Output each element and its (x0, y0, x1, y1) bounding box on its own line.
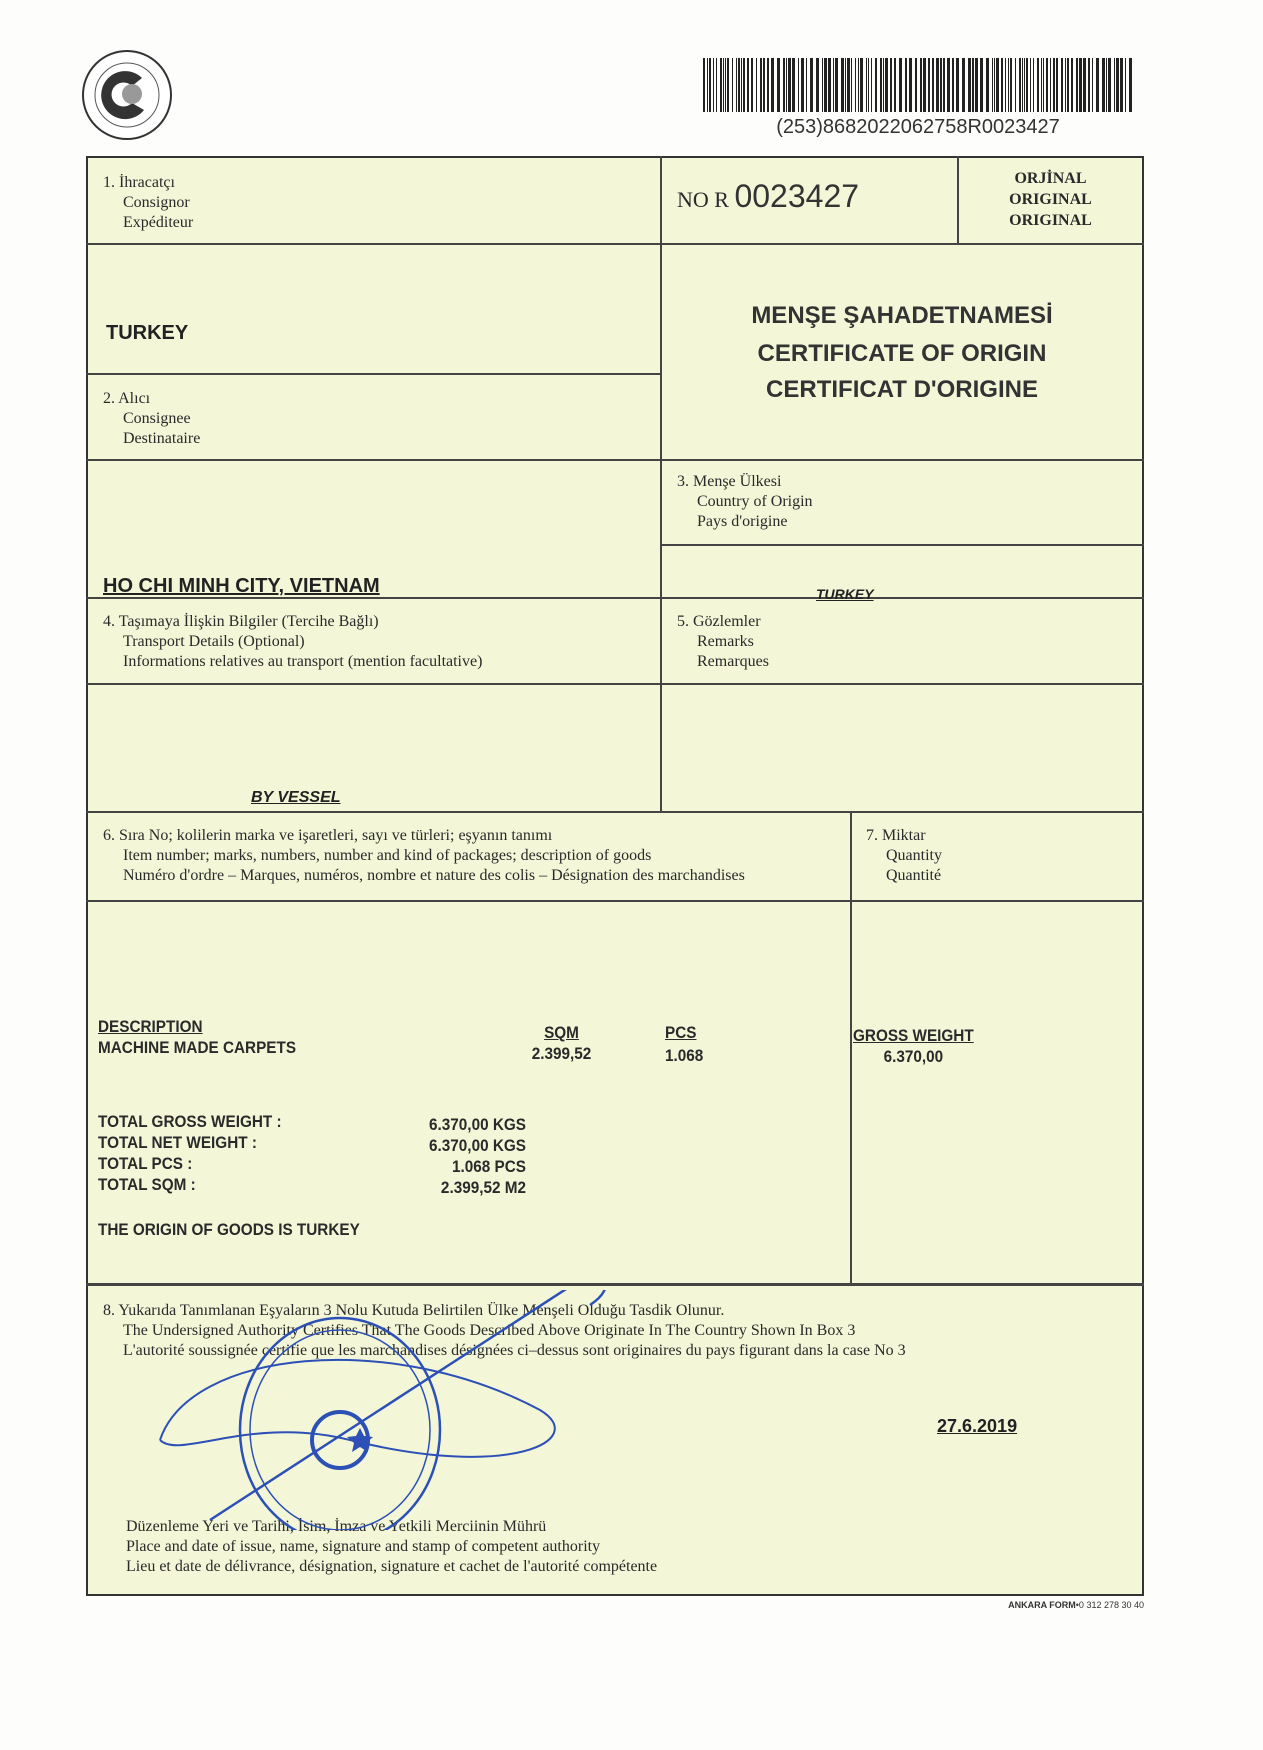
barcode-bar (798, 58, 799, 112)
country-of-origin-label (677, 472, 813, 532)
barcode-bar (845, 58, 846, 112)
divider (86, 243, 1144, 245)
barcode-bar (975, 58, 978, 112)
barcode-bar (716, 58, 717, 112)
barcode-bar (788, 58, 791, 112)
barcode-bar (952, 58, 954, 112)
barcode-bar (962, 58, 965, 112)
barcode-bar (992, 58, 993, 112)
barcode-bar (783, 58, 785, 112)
total-value: 2.399,52 M2 (440, 1178, 526, 1197)
sqm-value: 2.399,52 (531, 1044, 592, 1063)
label-en: Consignee (123, 410, 191, 427)
barcode-bar (885, 58, 888, 112)
barcode-bar (940, 58, 942, 112)
barcode-bar (1015, 58, 1016, 112)
barcode-bar (743, 58, 745, 112)
serial-value: 0023427 (734, 178, 860, 214)
barcode-bar (855, 58, 856, 112)
barcode-bar (936, 58, 939, 112)
barcode-bar (883, 58, 884, 112)
label-en: Place and date of issue, name, signature and stamp of competent authority (126, 1538, 601, 1555)
barcode-bar (756, 58, 757, 112)
goods-label (103, 826, 745, 886)
barcode-bar (1108, 58, 1111, 112)
label-fr: Quantité (886, 867, 942, 884)
consignor-label (103, 173, 193, 233)
barcode-bar (703, 58, 705, 112)
total-label: TOTAL NET WEIGHT : (98, 1133, 257, 1152)
barcode-bar (1106, 58, 1107, 112)
copy-en: ORIGINAL (1009, 191, 1092, 208)
consignee-label (103, 389, 200, 449)
barcode-bar (816, 58, 819, 112)
barcode-bar (996, 58, 999, 112)
label-en: Country of Origin (697, 493, 813, 510)
consignee-value: HO CHI MINH CITY, VIETNAM (103, 575, 380, 597)
label-fr: Informations relatives au transport (mention facultative) (123, 653, 483, 670)
barcode-bar (947, 58, 950, 112)
barcode-bar (968, 58, 971, 112)
goods-description (98, 1016, 296, 1058)
label-fr: Expéditeur (123, 214, 194, 231)
issue-date: 27.6.2019 (937, 1416, 1018, 1436)
description-value: MACHINE MADE CARPETS (98, 1038, 297, 1057)
barcode-bar (1114, 58, 1115, 112)
label-tr: 6. Sıra No; kolilerin marka ve işaretleri, sayı ve türleri; eşyanın tanımı (103, 827, 553, 844)
barcode-bar (1067, 58, 1069, 112)
label-fr: Remarques (697, 653, 769, 670)
barcode-bar (994, 58, 995, 112)
origin-note: THE ORIGIN OF GOODS IS TURKEY (98, 1220, 360, 1239)
barcode-bar (747, 58, 749, 112)
barcode-bar (1061, 58, 1063, 112)
barcode-bar (792, 58, 795, 112)
total-label: TOTAL SQM : (98, 1175, 196, 1194)
barcode-bar (986, 58, 989, 112)
barcode-bar (1129, 58, 1132, 112)
label-fr: Lieu et date de délivrance, désignation, signature et cachet de l'autorité compétente (126, 1558, 658, 1575)
copy-fr: ORIGINAL (1009, 212, 1092, 229)
barcode-bar (771, 58, 774, 112)
barcode-bar (956, 58, 959, 112)
pcs-header: PCS (665, 1023, 697, 1042)
barcode-bar (806, 58, 807, 112)
title-fr: CERTIFICAT D'ORIGINE (766, 376, 1038, 403)
label-tr: 2. Alıcı (103, 390, 151, 407)
total-value: 6.370,00 KGS (429, 1115, 526, 1134)
barcode-bar (1096, 58, 1099, 112)
barcode-bar (1079, 58, 1082, 112)
barcode-bar (928, 58, 930, 112)
serial-number (677, 178, 859, 215)
barcode-bar (851, 58, 852, 112)
barcode-bar (890, 58, 892, 112)
barcode-number: (253)8682022062758R0023427 (776, 116, 1060, 138)
barcode-bar (894, 58, 896, 112)
barcode-bar (833, 58, 834, 112)
copy-type (957, 168, 1144, 231)
printer-phone: •0 312 278 30 40 (1075, 1600, 1144, 1610)
divider (86, 900, 1144, 902)
barcode-bar (858, 58, 859, 112)
label-en: Remarks (697, 633, 754, 650)
totals-values (400, 1114, 526, 1198)
label-en: Transport Details (Optional) (123, 633, 305, 650)
divider (660, 544, 1144, 546)
barcode-bar (1022, 58, 1023, 112)
barcode-bar (905, 58, 907, 112)
barcode-bar (1050, 58, 1051, 112)
barcode-bar (723, 58, 724, 112)
barcode-bar (1092, 58, 1093, 112)
divider (660, 156, 662, 811)
barcode-bar (720, 58, 722, 112)
divider (86, 459, 1144, 461)
barcode-bar (763, 58, 765, 112)
barcode-bar (943, 58, 945, 112)
tobb-logo (80, 48, 174, 142)
totals-labels (98, 1111, 282, 1195)
barcode-bar (1041, 58, 1042, 112)
serial-prefix: NO R (677, 187, 729, 212)
label-fr: L'autorité soussignée certifie que les marchandises désignées ci–dessus sont originaires du pays figurant dans la case No 3 (123, 1342, 906, 1359)
barcode-bar (725, 58, 726, 112)
goods-sqm (530, 1022, 593, 1064)
barcode-bar (841, 58, 844, 112)
barcode-bar (1001, 58, 1003, 112)
barcode-bar (915, 58, 917, 112)
barcode-bar (1083, 58, 1086, 112)
barcode-bar (786, 58, 787, 112)
divider (86, 811, 1144, 813)
barcode-bar (923, 58, 926, 112)
barcode-bar (980, 58, 983, 112)
divider (86, 373, 660, 375)
label-fr: Numéro d'ordre – Marques, numéros, nombre et nature des colis – Désignation des marchandises (123, 867, 745, 884)
label-tr: 1. İhracatçı (103, 174, 175, 191)
barcode-bar (709, 58, 711, 112)
barcode-bar (738, 58, 740, 112)
gross-weight-header: GROSS WEIGHT (853, 1026, 974, 1045)
barcode-bar (1120, 58, 1123, 112)
label-tr: Düzenleme Yeri ve Tarihi, İsim, İmza ve Yetkili Merciinin Mührü (126, 1518, 547, 1535)
barcode-bar (736, 58, 737, 112)
transport-value: BY VESSEL (251, 789, 341, 806)
barcode-bar (899, 58, 902, 112)
divider (86, 1283, 1144, 1286)
barcode-bar (1030, 58, 1031, 112)
barcode-bar (1056, 58, 1058, 112)
barcode-bar (751, 58, 753, 112)
barcode-bar (732, 58, 733, 112)
title-tr: MENŞE ŞAHADETNAMESİ (751, 302, 1053, 329)
divider (86, 683, 1144, 685)
total-label: TOTAL GROSS WEIGHT : (98, 1112, 282, 1131)
barcode-bar (920, 58, 922, 112)
barcode-bar (868, 58, 869, 112)
label-fr: Pays d'origine (697, 513, 788, 530)
label-tr: 3. Menşe Ülkesi (677, 473, 782, 490)
barcode (703, 58, 1133, 112)
quantity-label (866, 826, 942, 886)
label-en: Item number; marks, numbers, number and kind of packages; description of goods (123, 847, 652, 864)
transport-label (103, 612, 482, 672)
barcode-bar (707, 58, 708, 112)
label-tr: 7. Miktar (866, 827, 926, 844)
title-en: CERTIFICATE OF ORIGIN (757, 340, 1047, 367)
label-en: The Undersigned Authority Certifies That The Goods Described Above Originate In The Country Shown In Box 3 (123, 1322, 856, 1339)
barcode-bar (1008, 58, 1009, 112)
barcode-bar (1088, 58, 1090, 112)
barcode-bar (1037, 58, 1039, 112)
barcode-bar (1010, 58, 1012, 112)
barcode-bar (801, 58, 804, 112)
total-value: 6.370,00 KGS (429, 1136, 526, 1155)
barcode-bar (972, 58, 974, 112)
barcode-bar (767, 58, 769, 112)
barcode-bar (1026, 58, 1028, 112)
barcode-bar (1053, 58, 1055, 112)
consignor-value: TURKEY (106, 322, 189, 344)
barcode-bar (871, 58, 872, 112)
barcode-bar (860, 58, 863, 112)
barcode-bar (909, 58, 912, 112)
label-tr: 4. Taşımaya İlişkin Bilgiler (Tercihe Bağlı) (103, 613, 379, 630)
barcode-bar (1076, 58, 1078, 112)
barcode-bar (1005, 58, 1006, 112)
gross-weight-value: 6.370,00 (883, 1047, 944, 1066)
label-tr: 5. Gözlemler (677, 613, 761, 630)
printer-name: ANKARA FORM (1008, 1600, 1076, 1610)
country-of-origin-value: TURKEY (816, 586, 874, 602)
label-en: Quantity (886, 847, 942, 864)
copy-tr: ORJİNAL (1014, 170, 1087, 187)
divider (850, 811, 852, 1283)
barcode-bar (822, 58, 823, 112)
goods-pcs (665, 1022, 703, 1066)
description-header: DESCRIPTION (98, 1017, 203, 1036)
barcode-bar (777, 58, 780, 112)
printer-credit (1008, 1600, 1144, 1610)
barcode-bar (741, 58, 742, 112)
barcode-bar (713, 58, 714, 112)
barcode-bar (1065, 58, 1066, 112)
label-fr: Destinataire (123, 430, 201, 447)
official-stamp (150, 1290, 670, 1530)
remarks-label (677, 612, 769, 672)
pcs-value: 1.068 (665, 1046, 704, 1065)
barcode-bar (1046, 58, 1048, 112)
barcode-bar (835, 58, 838, 112)
barcode-bar (1024, 58, 1025, 112)
barcode-bar (1125, 58, 1126, 112)
barcode-bar (1033, 58, 1034, 112)
barcode-bar (932, 58, 934, 112)
barcode-bar (727, 58, 729, 112)
barcode-bar (875, 58, 877, 112)
barcode-bar (1116, 58, 1119, 112)
barcode-bar (866, 58, 867, 112)
barcode-bar (810, 58, 813, 112)
barcode-bar (824, 58, 827, 112)
sqm-header: SQM (544, 1023, 579, 1042)
label-en: Consignor (123, 194, 190, 211)
barcode-bar (1019, 58, 1021, 112)
total-value: 1.068 PCS (451, 1157, 526, 1176)
barcode-bar (828, 58, 831, 112)
barcode-bar (760, 58, 762, 112)
label-tr: 8. Yukarıda Tanımlanan Eşyaların 3 Nolu Kutuda Belirtilen Ülke Menşeli Olduğu Tasdik Olunur. (103, 1302, 725, 1319)
barcode-bar (1071, 58, 1073, 112)
barcode-bar (847, 58, 850, 112)
goods-gross-weight (853, 1025, 974, 1067)
barcode-bar (880, 58, 882, 112)
barcode-bar (1102, 58, 1105, 112)
total-label: TOTAL PCS : (98, 1154, 193, 1173)
barcode-bar (1043, 58, 1044, 112)
